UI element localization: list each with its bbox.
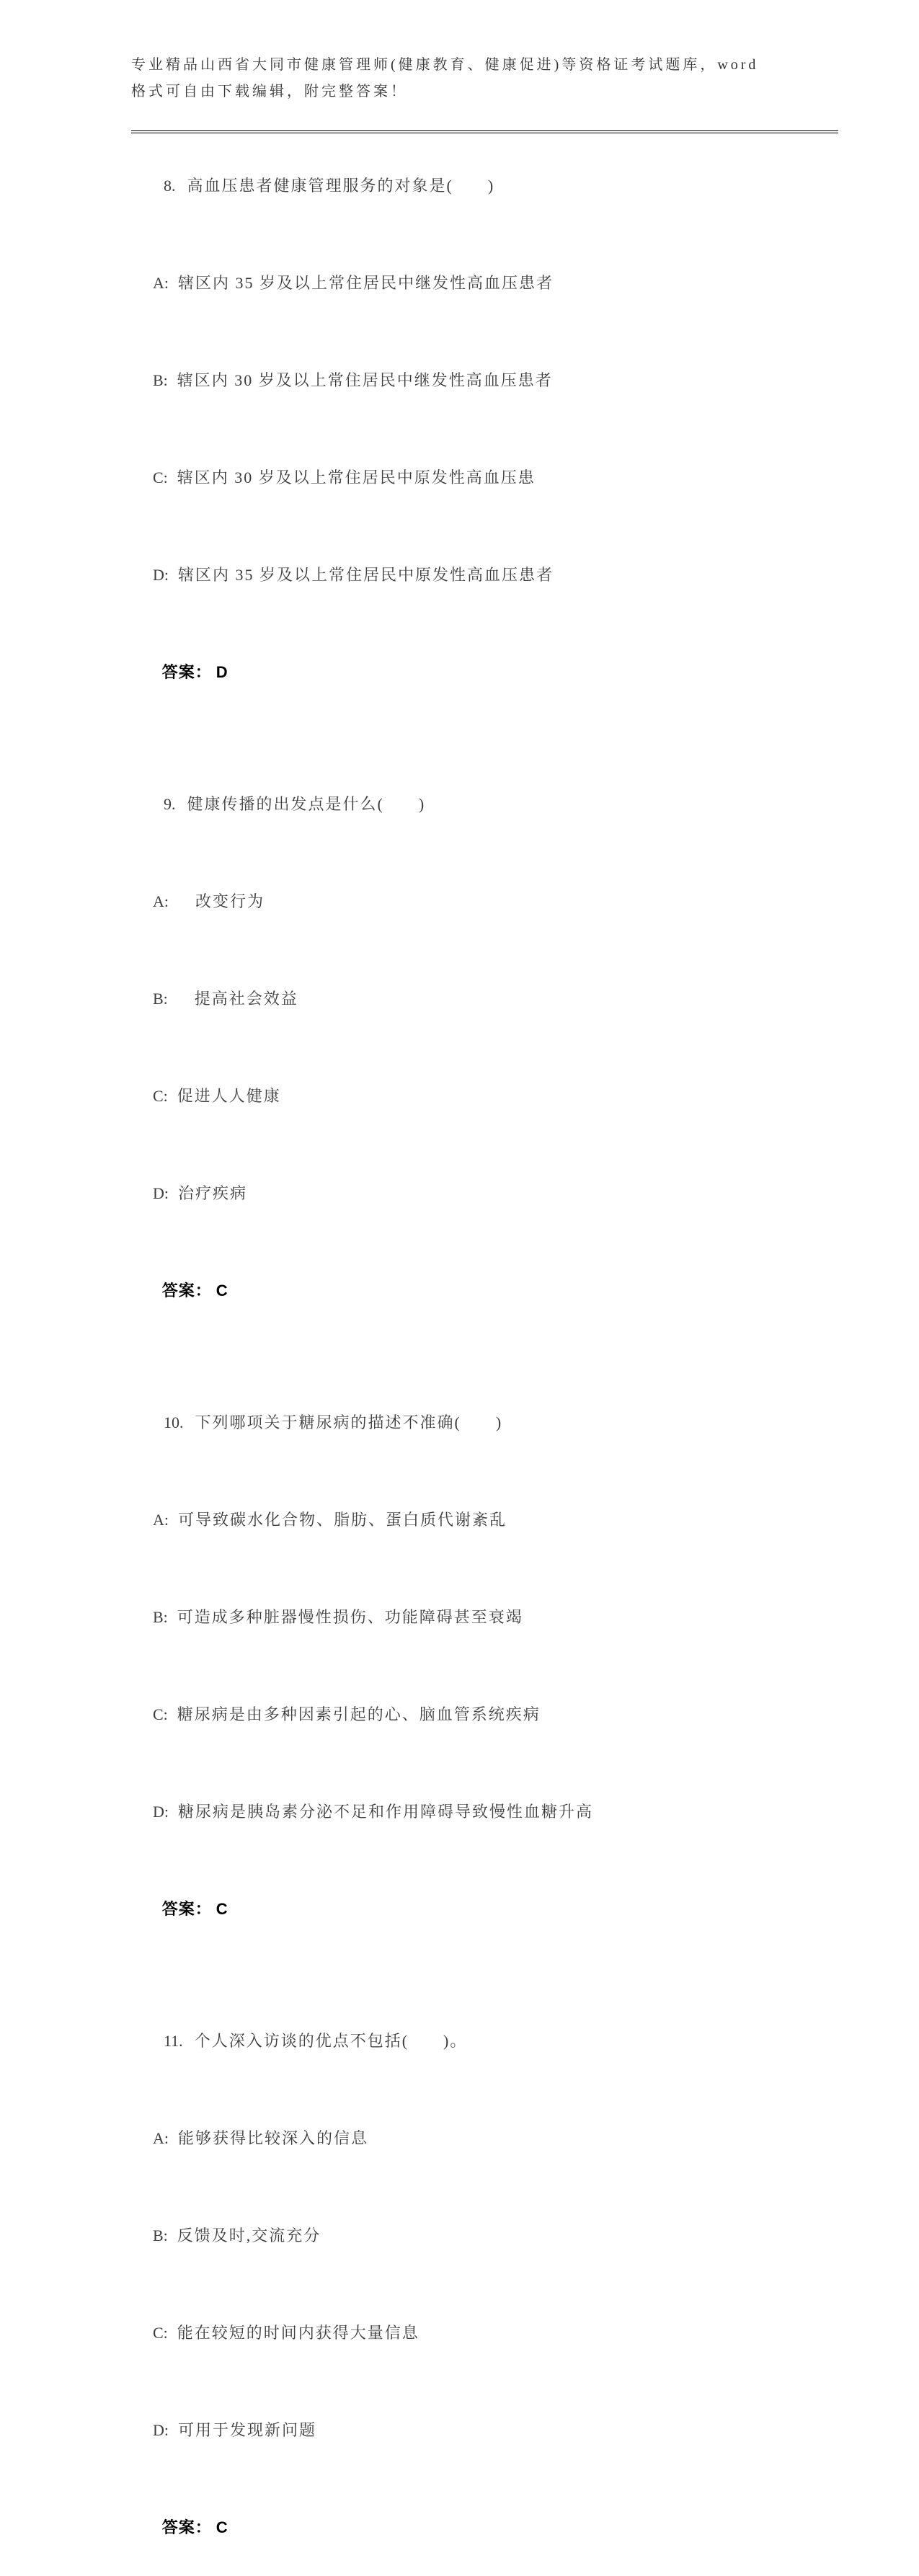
question-block [131, 755, 838, 1339]
option-text: 改变行为 [178, 892, 265, 910]
option-label: B: [153, 371, 168, 389]
option-line [131, 2381, 838, 2479]
option-line [131, 429, 838, 526]
option-text: 治疗疾病 [178, 1184, 248, 1202]
question-stem [131, 1992, 838, 2089]
question-stem [131, 1374, 838, 1471]
header-line-2: 格式可自由下载编辑，附完整答案！ [131, 84, 408, 99]
question-number: 11. [164, 2032, 183, 2050]
answer-label: 答案： [161, 663, 212, 681]
option-line [131, 1471, 838, 1568]
option-label: D: [153, 1803, 169, 1821]
option-text: 能在较短的时间内获得大量信息 [177, 2324, 419, 2342]
question-number: 8. [164, 177, 176, 195]
option-label: A: [153, 892, 169, 910]
question-block [131, 1374, 838, 1958]
answer-value: C [216, 2518, 228, 2536]
question-text: 健康传播的出发点是什么( ) [187, 795, 426, 813]
option-line [131, 1763, 838, 1860]
option-text: 糖尿病是由多种因素引起的心、脑血管系统疾病 [177, 1705, 541, 1723]
option-line [131, 853, 838, 950]
option-line [131, 2187, 838, 2284]
option-text: 可造成多种脏器慢性损伤、功能障碍甚至衰竭 [177, 1608, 523, 1626]
questions-container [131, 137, 838, 2576]
option-label: D: [153, 2421, 169, 2439]
option-text: 促进人人健康 [177, 1087, 281, 1105]
option-line [131, 1047, 838, 1145]
header-double-rule [131, 130, 838, 133]
option-line [131, 2089, 838, 2187]
options-list [131, 234, 838, 623]
option-line [131, 950, 838, 1047]
option-text: 提高社会效益 [177, 990, 298, 1008]
option-label: C: [153, 1705, 168, 1723]
options-list [131, 853, 838, 1242]
option-label: A: [153, 274, 169, 292]
question-text: 高血压患者健康管理服务的对象是( ) [187, 177, 495, 195]
question-block [131, 137, 838, 721]
option-label: C: [153, 468, 168, 487]
answer-value: C [216, 1282, 228, 1300]
option-label: D: [153, 1184, 169, 1202]
answer-line [131, 1242, 838, 1339]
option-line [131, 234, 838, 332]
question-text: 个人深入访谈的优点不包括( )。 [194, 2032, 468, 2050]
option-line [131, 1666, 838, 1763]
question-number: 10. [164, 1413, 184, 1431]
option-label: D: [153, 566, 169, 584]
question-stem [131, 755, 838, 853]
option-label: B: [153, 1608, 168, 1626]
question-number: 9. [164, 795, 176, 813]
option-label: C: [153, 2324, 168, 2342]
option-line [131, 526, 838, 623]
option-text: 可用于发现新问题 [178, 2421, 317, 2439]
option-label: B: [153, 2226, 168, 2244]
answer-line [131, 1860, 838, 1958]
option-line [131, 2284, 838, 2381]
option-text: 反馈及时,交流充分 [177, 2226, 321, 2244]
option-line [131, 1568, 838, 1666]
option-line [131, 1145, 838, 1242]
answer-value: D [216, 663, 228, 681]
page-header [131, 52, 838, 105]
answer-line [131, 2479, 838, 2576]
question-block [131, 1992, 838, 2576]
options-list [131, 1471, 838, 1860]
option-label: A: [153, 1511, 169, 1529]
option-text: 糖尿病是胰岛素分泌不足和作用障碍导致慢性血糖升高 [178, 1803, 594, 1821]
option-text: 辖区内 35 岁及以上常住居民中原发性高血压患者 [178, 566, 554, 584]
option-label: C: [153, 1087, 168, 1105]
option-text: 能够获得比较深入的信息 [178, 2129, 369, 2147]
answer-label: 答案： [161, 1282, 212, 1300]
option-text: 辖区内 30 岁及以上常住居民中原发性高血压患 [177, 468, 536, 487]
header-line-1: 专业精品山西省大同市健康管理师(健康教育、健康促进)等资格证考试题库，word [131, 57, 759, 73]
answer-label: 答案： [161, 2518, 212, 2536]
option-text: 可导致碳水化合物、脂肪、蛋白质代谢紊乱 [178, 1511, 507, 1529]
answer-line [131, 623, 838, 721]
question-stem [131, 137, 838, 234]
question-text: 下列哪项关于糖尿病的描述不准确( ) [195, 1413, 503, 1431]
option-label: A: [153, 2129, 169, 2147]
answer-value: C [216, 1900, 228, 1918]
option-text: 辖区内 35 岁及以上常住居民中继发性高血压患者 [178, 274, 554, 292]
answer-label: 答案： [161, 1900, 212, 1918]
option-line [131, 332, 838, 429]
options-list [131, 2089, 838, 2479]
option-text: 辖区内 30 岁及以上常住居民中继发性高血压患者 [177, 371, 553, 389]
option-label: B: [153, 990, 168, 1008]
